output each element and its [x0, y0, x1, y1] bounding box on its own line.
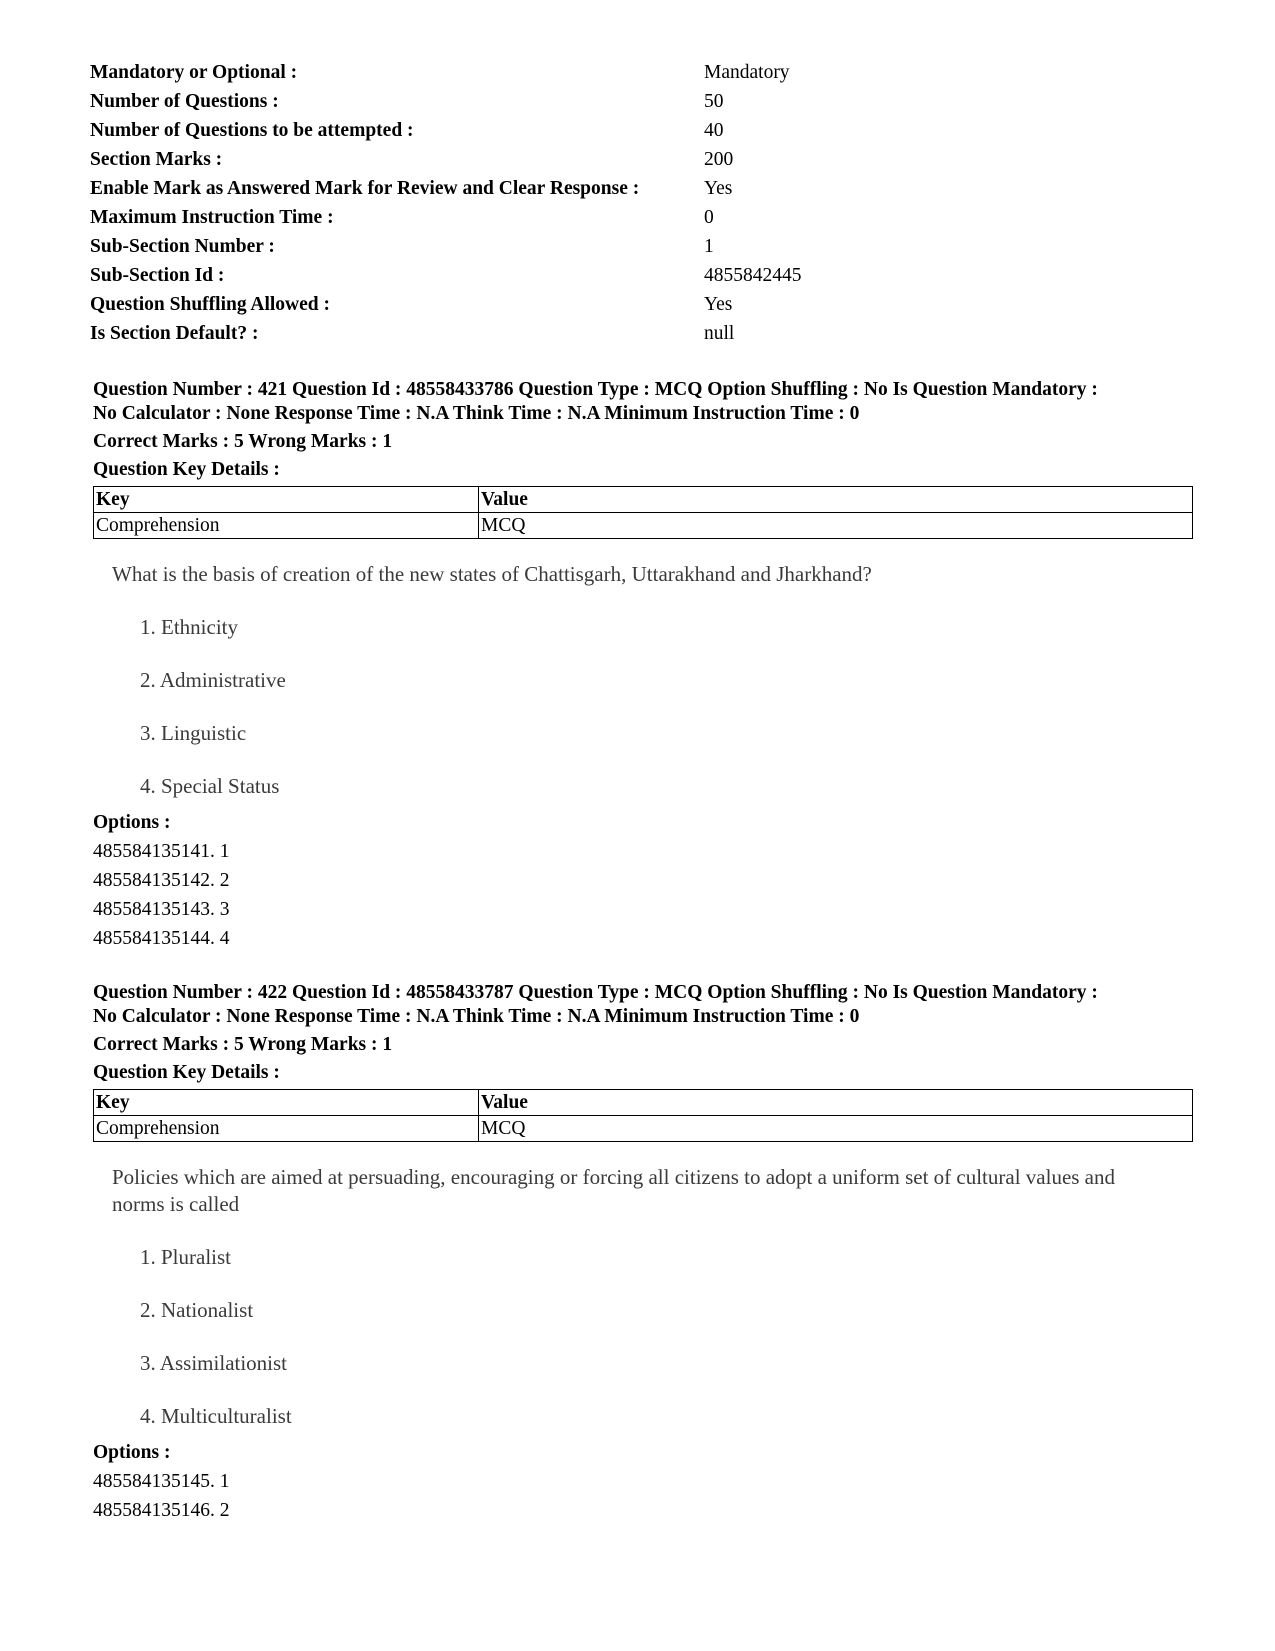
- meta-label: Section Marks :: [90, 149, 223, 170]
- option-item: 485584135144. 4: [93, 928, 230, 949]
- key-details-table: [93, 486, 1193, 539]
- meta-label: Maximum Instruction Time :: [90, 207, 334, 228]
- question-header-line2: No Calculator : None Response Time : N.A Think Time : N.A Minimum Instruction Time : 0: [93, 403, 860, 424]
- meta-label: Sub-Section Number :: [90, 236, 275, 257]
- meta-value: null: [704, 323, 735, 344]
- choice-item: 2. Nationalist: [140, 1298, 254, 1322]
- question-marks: Correct Marks : 5 Wrong Marks : 1: [93, 1034, 393, 1055]
- meta-value: 4855842445: [704, 265, 802, 286]
- meta-label: Question Shuffling Allowed :: [90, 294, 331, 315]
- section-metadata: [90, 58, 802, 348]
- question-header-line1: Question Number : 421 Question Id : 48558433786 Question Type : MCQ Option Shuffling : No Is Question Mandatory :: [93, 379, 1098, 400]
- option-item: 485584135145. 1: [93, 1471, 230, 1492]
- meta-label: Is Section Default? :: [90, 323, 259, 344]
- meta-label: Enable Mark as Answered Mark for Review and Clear Response :: [90, 178, 640, 199]
- meta-row: [90, 261, 802, 290]
- table-header-key: Key: [94, 487, 479, 513]
- question-body: [93, 1164, 1193, 1439]
- table-header-value: Value: [479, 1090, 1193, 1116]
- meta-row: [90, 174, 802, 203]
- option-item: 485584135146. 2: [93, 1500, 230, 1521]
- meta-row: [90, 58, 802, 87]
- table-header-value: Value: [479, 487, 1193, 513]
- options-label: Options :: [93, 812, 171, 833]
- option-item: 485584135143. 3: [93, 899, 230, 920]
- table-cell-value: MCQ: [479, 1116, 1193, 1142]
- table-cell-key: Comprehension: [94, 513, 479, 539]
- question-marks: Correct Marks : 5 Wrong Marks : 1: [93, 431, 393, 452]
- meta-row: [90, 319, 802, 348]
- table-row: [94, 487, 1193, 513]
- choice-item: 3. Assimilationist: [140, 1351, 288, 1375]
- meta-row: [90, 87, 802, 116]
- question-text: What is the basis of creation of the new states of Chattisgarh, Uttarakhand and Jharkhand?: [112, 562, 872, 586]
- meta-value: 50: [704, 91, 724, 112]
- choice-item: 3. Linguistic: [140, 721, 247, 745]
- options-list: [93, 837, 1193, 953]
- table-row: [94, 513, 1193, 539]
- meta-row: [90, 290, 802, 319]
- meta-value: 200: [704, 149, 734, 170]
- meta-row: [90, 232, 802, 261]
- options-label: Options :: [93, 1442, 171, 1463]
- choice-list: [140, 1244, 1193, 1439]
- meta-row: [90, 203, 802, 232]
- table-row: [94, 1116, 1193, 1142]
- choice-item: 1. Pluralist: [140, 1245, 232, 1269]
- question-header-line1: Question Number : 422 Question Id : 48558433787 Question Type : MCQ Option Shuffling : No Is Question Mandatory :: [93, 982, 1098, 1003]
- question-text: Policies which are aimed at persuading, encouraging or forcing all citizens to adopt a uniform set of cultural values and norms is called: [112, 1165, 1116, 1216]
- question-header: [93, 981, 1193, 1029]
- meta-label: Sub-Section Id :: [90, 265, 225, 286]
- option-item: 485584135142. 2: [93, 870, 230, 891]
- meta-row: [90, 145, 802, 174]
- meta-value: Yes: [704, 294, 733, 315]
- meta-value: 40: [704, 120, 724, 141]
- meta-value: 0: [704, 207, 714, 228]
- meta-row: [90, 116, 802, 145]
- meta-value: Yes: [704, 178, 733, 199]
- meta-label: Mandatory or Optional :: [90, 62, 298, 83]
- question-block-422: [93, 981, 1193, 1525]
- key-details-label: Question Key Details :: [93, 1062, 280, 1083]
- question-header-line2: No Calculator : None Response Time : N.A Think Time : N.A Minimum Instruction Time : 0: [93, 1006, 860, 1027]
- question-block-421: [93, 378, 1193, 953]
- question-header: [93, 378, 1193, 426]
- table-cell-key: Comprehension: [94, 1116, 479, 1142]
- option-item: 485584135141. 1: [93, 841, 230, 862]
- table-header-key: Key: [94, 1090, 479, 1116]
- choice-item: 4. Special Status: [140, 774, 280, 798]
- choice-item: 4. Multiculturalist: [140, 1404, 292, 1428]
- meta-label: Number of Questions to be attempted :: [90, 120, 414, 141]
- meta-value: Mandatory: [704, 62, 790, 83]
- table-cell-value: MCQ: [479, 513, 1193, 539]
- meta-label: Number of Questions :: [90, 91, 279, 112]
- choice-list: [140, 614, 1193, 809]
- table-row: [94, 1090, 1193, 1116]
- options-list: [93, 1467, 1193, 1525]
- choice-item: 2. Administrative: [140, 668, 286, 692]
- question-body: [93, 561, 1193, 809]
- choice-item: 1. Ethnicity: [140, 615, 238, 639]
- key-details-table: [93, 1089, 1193, 1142]
- key-details-label: Question Key Details :: [93, 459, 280, 480]
- meta-value: 1: [704, 236, 714, 257]
